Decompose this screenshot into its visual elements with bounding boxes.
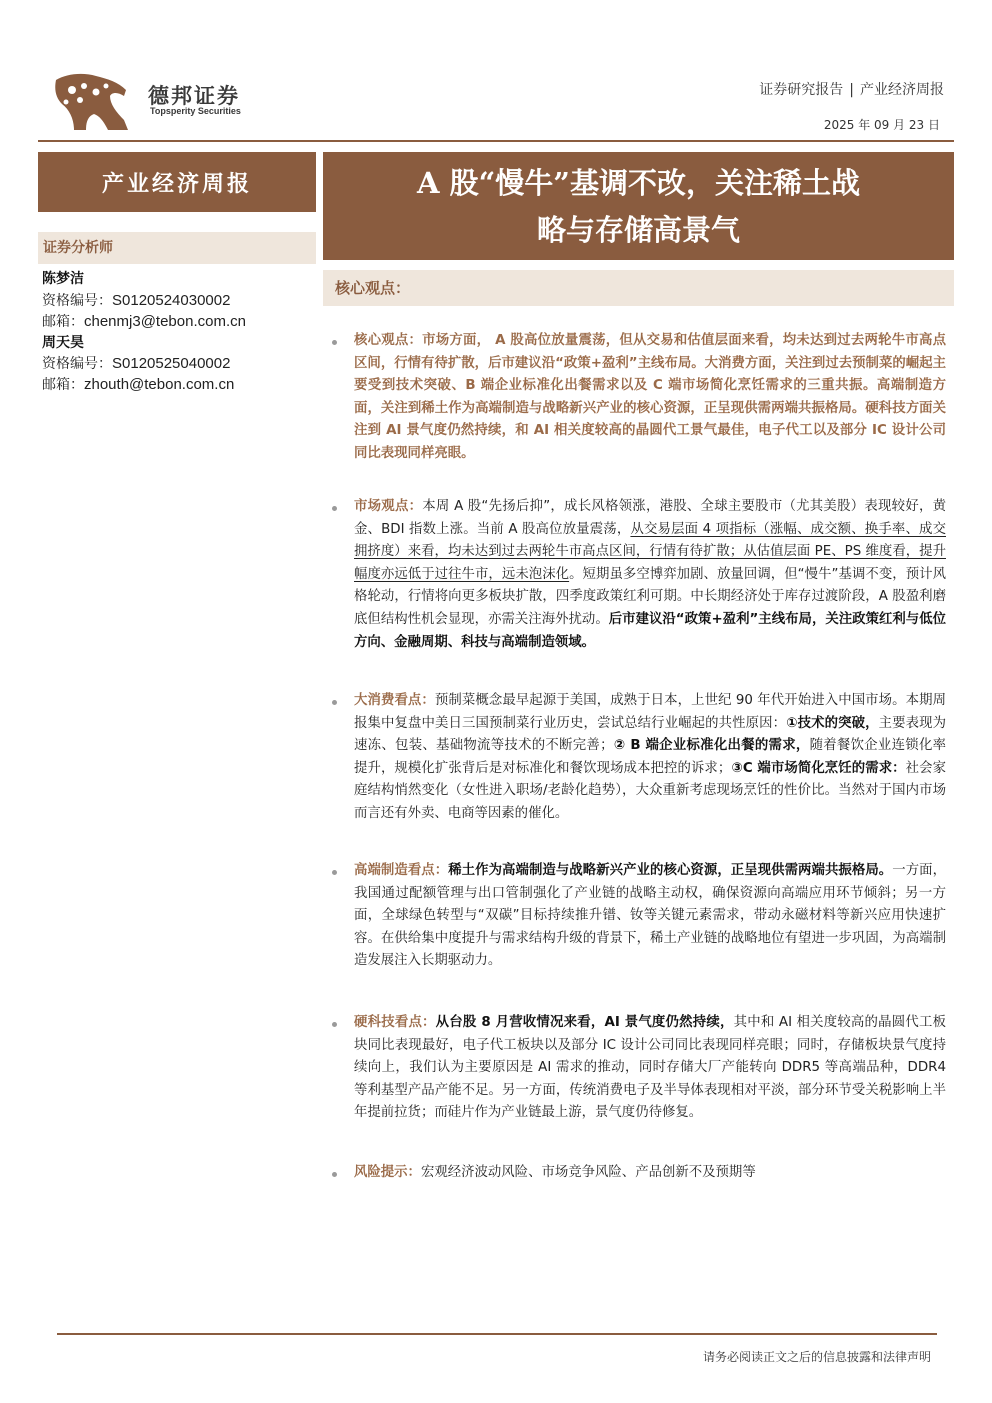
tebon-logo-icon [52,70,130,134]
report-type-banner: 产业经济周报 [38,152,316,212]
header-divider [38,140,954,142]
brand-name-cn: 德邦证券 [148,84,240,108]
doc-type: 证券研究报告 [759,82,844,98]
analyst-name: 陈梦洁 [42,271,84,287]
manufacturing-paragraph: 高端制造看点：稀土作为高端制造与战略新兴产业的核心资源，正呈现供需两端共振格局。一方面，我国通过配额管理与出口管制强化了产业链的战略主动权，确保资源向高端应用环节倾斜；另一方面，全球绿色转型与“双碳”目标持续推升镨、钕等关键元素需求，带动永磁材料等新兴应用快速扩容。在供给集中度提升与需求结构升级的背景下，稀土产业链的战略地位有望进一步巩固，为高端制造发展注入长期驱动力。 [332,860,946,973]
footer-divider [57,1333,937,1335]
analyst-email[interactable]: 邮箱：chenmj3@tebon.com.cn [42,313,246,330]
analyst-name: 周天昊 [42,335,84,351]
doc-series: 产业经济周报 [860,82,944,98]
tech-paragraph: 硬科技看点：从台股 8 月营收情况来看，AI 景气度仍然持续，其中和 AI 相关度较高的晶圆代工板块同比表现最好，电子代工板块以及部分 IC 设计公司同比表现同样亮眼；同时，存储板块景气度持续向上，我们认为主要原因是 AI 需求的推动，同时存储大厂产能转向 DDR5 等高端品种，DDR4 等利基型产品产能不足。另一方面，传统消费电子及半导体表现相对平淡，部分环节受关税影响上半年提前拉货；而硅片作为产业链最上游，景气度仍待修复。 [332,1012,946,1125]
bullet-icon [332,1172,337,1177]
bullet-icon [332,340,337,345]
report-date: 2025 年 09 月 23 日 [823,118,940,132]
brand-name-en: Topsperity Securities [150,106,241,116]
risk-paragraph: 风险提示：宏观经济波动风险、市场竞争风险、产品创新不及预期等 [332,1162,946,1185]
core-view-header: 核心观点： [323,270,954,306]
market-view-paragraph: 市场观点：本周 A 股“先扬后抑”，成长风格领涨，港股、全球主要股市（尤其美股）表现较好，黄金、BDI 指数上涨。当前 A 股高位放量震荡，从交易层面 4 项指标（涨幅、成交额、换手率、成交拥挤度）来看，均未达到过去两轮牛市高点区间，行情有待扩散；从估值层面 PE、PS 维度看，提升幅度亦远低于过往牛市，远未泡沫化。短期虽多空博弈加剧、放量回调，但“慢牛”基调不变，预计风格轮动，行情将向更多板块扩散，四季度政策红利可期。中长期经济处于库存过渡阶段，A 股盈利磨底但结构性机会显现，亦需关注海外扰动。后市建议沿“政策+盈利”主线布局，关注政策红利与低位方向、金融周期、科技与高端制造领域。 [332,496,946,654]
bullet-icon [332,870,337,875]
bullet-icon [332,506,337,511]
header-separator: | [849,82,854,98]
report-title-line2: 略与存储高景气 [536,213,740,247]
bullet-icon [332,700,337,705]
disclaimer-note: 请务必阅读正文之后的信息披露和法律声明 [702,1350,931,1364]
analyst-cert: 资格编号：S0120525040002 [42,355,231,372]
bullet-icon [332,1022,337,1027]
analyst-section-title: 证券分析师 [38,232,316,264]
consumer-paragraph: 大消费看点：预制菜概念最早起源于美国，成熟于日本，上世纪 90 年代开始进入中国市场。本期周报集中复盘中美日三国预制菜行业历史，尝试总结行业崛起的共性原因：①技术的突破，主要表现为速冻、包装、基础物流等技术的不断完善；② B 端企业标准化出餐的需求，随着餐饮企业连锁化率提升，规模化扩张背后是对标准化和餐饮现场成本把控的诉求；③C 端市场简化烹饪的需求：社会家庭结构悄然变化（女性进入职场/老龄化趋势），大众重新考虑现场烹饪的性价比。当然对于国内市场而言还有外卖、电商等因素的催化。 [332,690,946,826]
report-title [323,152,954,260]
report-title-line1: A 股“慢牛”基调不改，关注稀土战 [417,166,860,200]
analyst-email[interactable]: 邮箱：zhouth@tebon.com.cn [42,376,235,393]
core-view-paragraph: 核心观点：市场方面， A 股高位放量震荡，但从交易和估值层面来看，均未达到过去两轮牛市高点区间，行情有待扩散，后市建议沿“政策+盈利”主线布局。大消费方面，关注到过去预制菜的崛起主要受到技术突破、B 端企业标准化出餐需求以及 C 端市场简化烹饪需求的三重共振。高端制造方面，关注到稀土作为高端制造与战略新兴产业的核心资源，正呈现供需两端共振格局。硬科技方面关注到 AI 景气度仍然持续，和 AI 相关度较高的晶圆代工景气最佳，电子代工以及部分 IC 设计公司同比表现同样亮眼。 [332,330,946,466]
header-doc-type [759,79,944,99]
analyst-cert: 资格编号：S0120524030002 [42,292,231,309]
